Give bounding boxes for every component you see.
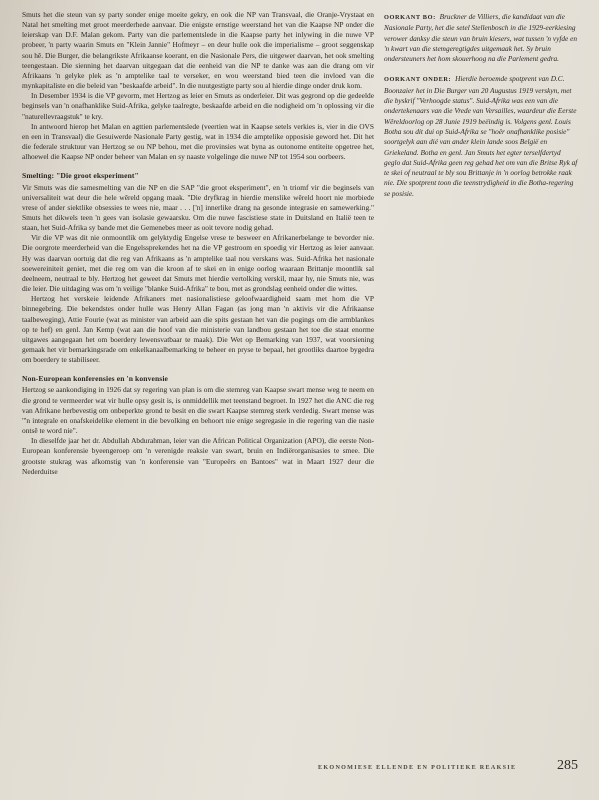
caption-tag: OORKANT ONDER: [384, 76, 452, 84]
body-paragraph: Vir Smuts was die samesmelting van die NP en die SAP "die groot eksperiment", en 'n triomf vir die beginsels van universaliteit wat deur die hele wêreld opgang maak. "Die dryfkrag in hierdie menslike wêreld hoort nie morbiede vrese of ander siektlike obsessies te wees nie, maar . . . ['n] innerlike drang na gesonde integrasie en samewerking." Smuts het dikwels teen 'n gees van isolasie gewaarsku. Om die nuwe fascistiese state in Duitsland en Italië teen te staan, het Suid-Afrika sy bande met die Gemenebes meer as ooit tevore nodig gehad. [22, 182, 374, 233]
body-paragraph: Hertzog het verskeie leidende Afrikaners met nasionalistiese geloofwaardigheid saam met hom die VP binnegebring. Die bekendstes onder hulle was Henry Allan Fagan (as jong man 'n aktivis vir die Afrikaanse taalbeweging), Attie Fourie (wat as minister van arbeid aan die spits gestaan het van die pogings om die armblankes op te hef) en genl. Jan Kemp (wat aan die hoof van die ministerie van landbou gestaan het toe die staat enorme uitgawes aangegaan het om boerdery lewensvatbaar te maak). Die Wet op Bemarking van 1937, wat voorsiening gemaak het vir bemarkingsrade om enkelkanaalbemarking te beheer en pryse te bepaal, het grootliks daartoe bygedra om boerdery te stabiliseer. [22, 294, 374, 365]
body-paragraph: In antwoord hierop het Malan en agttien parlementslede (veertien wat in Kaapse setels verkies is, vier in die OVS en een in Transvaal) die Gesuiwerde Nasionale Party gestig, wat in 1934 die amptelike opposisie geword het. Dit het die federale struktuur van Hertzog se ou NP behou, met die provinsies wat byna as outonome entiteite opgetree het, alhoewel die Kaapse NP onder beheer van Malan en sy naaste volgelinge die nuwe NP tot 1954 sou oorbeers. [22, 121, 374, 162]
page-number: 285 [557, 758, 578, 773]
body-paragraph: In dieselfde jaar het dr. Abdullah Abdurahman, leier van die African Political Organization (APO), die eerste Non-European konferensie byeengeroep om 'n verenigde reaksie van swart, bruin en Indiërorganisasies te smee. Die grootste stukrag was afkomstig van 'n konferensie van "Europeërs en Bantoes" wat in Maart 1927 deur die Nederduitse [22, 436, 374, 476]
body-paragraph: Vir die VP was dit nie onmoontlik om gelyktydig Engelse vrese te besweer en Afrikanerbelange te bevorder nie. Die oorgrote meerderheid van die Engelssprekendes het na die VP gestroom en spoedig vir Hertzog as leier aanvaar. Hy was daarvan oortuig dat die reg van Afrikaans as 'n amptelike taal nou verskans was. Suid-Afrika het nasionale soewereiniteit geniet, met die reg om van die kroon af te skei en in enige oorlog waaraan Brittanje moontlik sal deelneem, neutraal te bly. Hertzog het geweet dat Smuts met hierdie vertolking verskil, maar hy, nie Smuts nie, was die leier. Die uitdaging was om 'n veilige "blanke Suid-Afrika" te bou, met as grondslag eenheid onder die wittes. [22, 233, 374, 294]
caption-bottom [384, 74, 578, 199]
section-heading: Smelting: "Die groot eksperiment" [22, 171, 139, 181]
caption-text: Hierdie beroemde spotprent van D.C. Boonzaier het in Die Burger van 20 Augustus 1919 verskyn, met die byskrif "Verhoogde status". Suid-Afrika was een van die ondertekenaars van die Vrede van Versailles, waardeur die Eerste Wêreldoorlog op 28 Junie 1919 beëindig is. Volgens genl. Louis Botha sou dit dui op Suid-Afrika se "hoër onafhanklike posisie" soortgelyk aan dié van ander klein lande soos België en Griekeland. Botha en genl. Jan Smuts het egter terselfdertyd geglo dat Suid-Afrika geen reg gehad het om van die Britse Ryk af te skei of neutraal te bly sou Brittanje in 'n oorlog betrokke raak nie. Die spotprent toon die teenstrydigheid in die Botha-regering se posisie. [384, 74, 578, 198]
body-paragraph: Smuts het die steun van sy party sonder enige moeite gekry, en ook die NP van Transvaal, die Oranje-Vrystaat en Natal het smelting met groot meerderhede aanvaar. Die enigste ernstige weerstand het van die Kaapse NP onder die leierskap van D.F. Malan gekom. Party van die parlementslede in die Kaapse party het inlywing in die nuwe VP probeer, 'n party waarin Smuts en "Klein Jannie" Hofmeyr – en deur hulle ook die imperialisme – groot seggenskap sou hê. Die Burger, die belangrikste Afrikaanse koerant, en die Nasionale Pers, die uitgewer daarvan, het ook smelting teengestaan. Die sienning het daarvan uitgegaan dat die eenheid van die NP te danke was aan die drang om vir Afrikaans 'n gelyke plek as 'n amptelike taal te verseker, en wou weerstand bied teen die invloed van die mynkapitaliste en die beleid van "beskaafde arbeid". In die nuutgestigte party sou al hierdie dinge onder druk kom. [22, 10, 374, 91]
body-paragraph: Hertzog se aankondiging in 1926 dat sy regering van plan is om die stemreg van Kaapse swart mense weg te neem en die grond te vermeerder wat vir hulle opsy gesit is, is onmiddellik met teenstand begroet. In 1927 het die ANC die reg van Afrikane herbevestig om onbeperkte grond te besit en die swart Kaapse stemreg sterk verdedig. Swart mense was "'n integrale en onafskeidelike element in die bevolking en behoort nie enige segregasie in die regering van die nasie ontsê te word nie". [22, 385, 374, 436]
caption-text: Bruckner de Villiers, die kandidaat van die Nasionale Party, het die setel Stellenbosch in die 1929-eerkiesing verower danksy die steun van bruin kiesers, wat tussen 'n vyfde en 'n kwart van die stemgeregtigdes uitgemaak het. Sy bruin ondersteuners het hom skouerhoog na die Parlement gedra. [384, 12, 577, 64]
sidebar-captions [384, 12, 578, 209]
main-text-column [22, 10, 374, 477]
section-heading: Non-European konferensies en 'n konvensie [22, 374, 169, 384]
caption-top [384, 12, 578, 64]
running-head: EKONOMIESE ELLENDE EN POLITIEKE REAKSIE [318, 765, 517, 771]
page-footer [318, 758, 578, 776]
body-paragraph: In Desember 1934 is die VP gevorm, met Hertzog as leier en Smuts as onderleier. Dit was gegrond op die gedeelde beginsels van 'n onafhanklike Suid-Afrika, gelyke taalregte, beskaafde arbeid en die nodigheid om 'n oplossing vir die "naturellevraagstuk" te kry. [22, 91, 374, 121]
caption-tag: OORKANT BO: [384, 14, 436, 21]
